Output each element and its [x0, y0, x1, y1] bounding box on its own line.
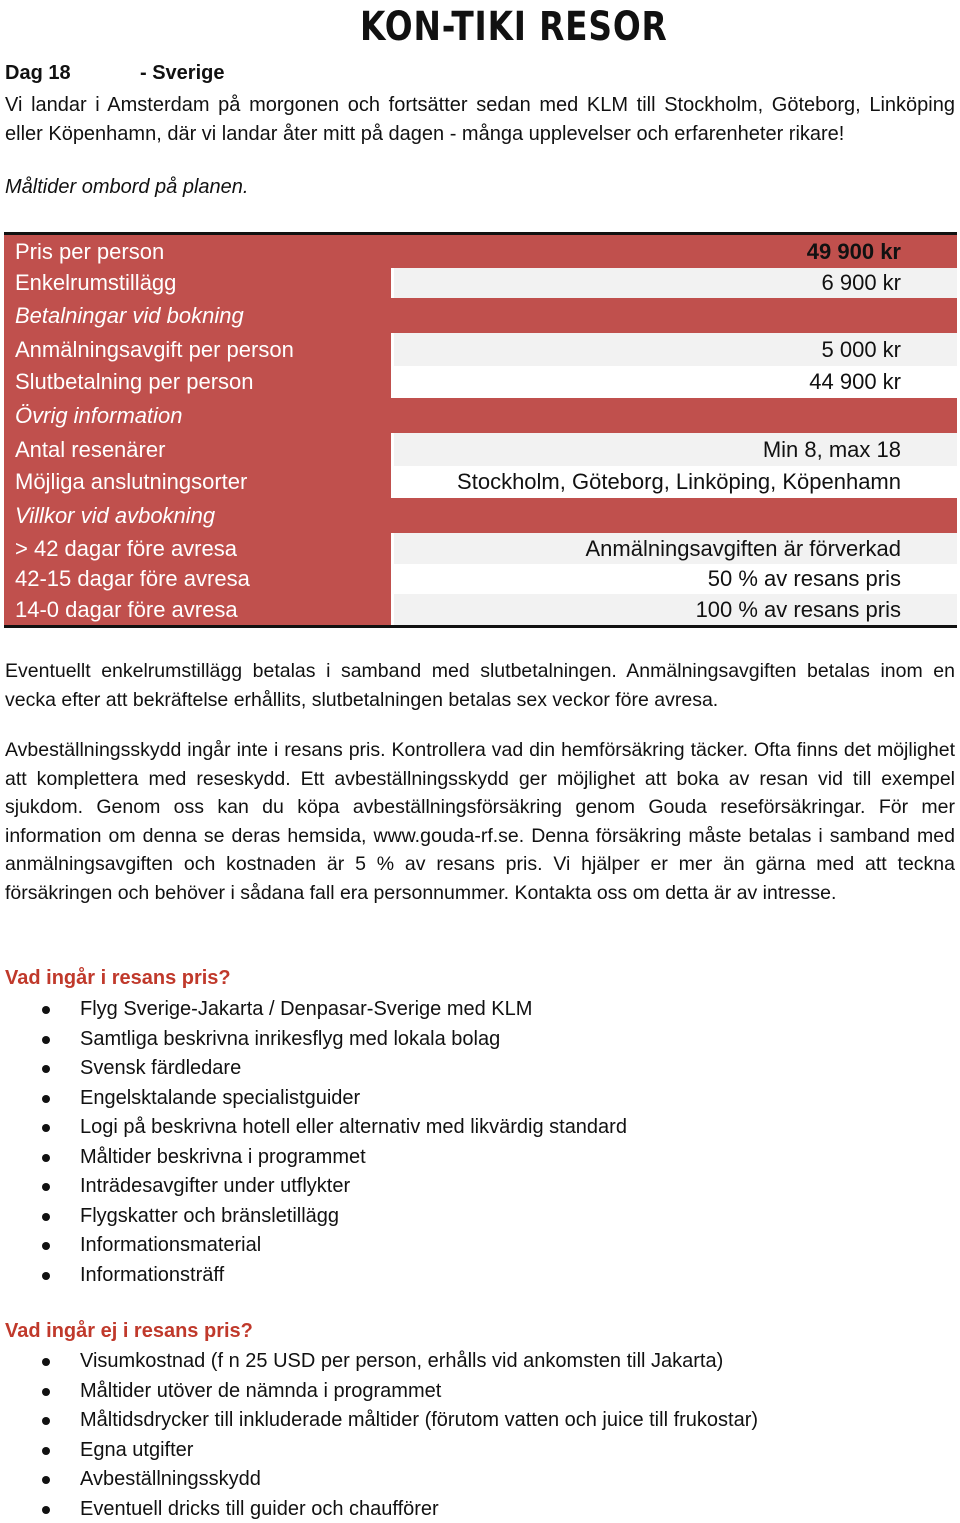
list-item — [0, 1495, 900, 1523]
bullet-icon — [42, 1506, 50, 1514]
list-item-text: Visumkostnad (f n 25 USD per person, erhålls vid ankomsten till Jakarta) — [80, 1350, 724, 1372]
bullet-icon — [42, 1006, 50, 1014]
list-item-text: Samtliga beskrivna inrikesflyg med lokala bolag — [80, 1027, 501, 1050]
table-row — [4, 366, 957, 398]
bullet-icon — [42, 1417, 50, 1425]
list-item — [0, 1054, 900, 1084]
row-value: 50 % av resans pris — [391, 564, 957, 594]
bullet-icon — [42, 1095, 50, 1103]
price-table — [4, 232, 957, 628]
section-label: Övrig information — [4, 398, 391, 433]
row-value: Min 8, max 18 — [391, 433, 957, 466]
list-item — [0, 1406, 900, 1436]
bullet-icon — [42, 1476, 50, 1484]
table-section-row — [4, 298, 957, 333]
day-heading — [5, 62, 225, 85]
section-label: Villkor vid avbokning — [4, 498, 391, 533]
table-row — [4, 433, 957, 466]
list-item — [0, 1113, 900, 1143]
list-item-text: Måltider beskrivna i programmet — [80, 1145, 366, 1168]
list-item-text: Måltider utöver de nämnda i programmet — [80, 1379, 442, 1402]
row-value: 6 900 kr — [391, 268, 957, 298]
list-item — [0, 995, 900, 1025]
table-row — [4, 564, 957, 594]
row-label: 14-0 dagar före avresa — [4, 594, 391, 625]
table-row — [4, 268, 957, 298]
list-item — [0, 1172, 900, 1202]
row-label: 42-15 dagar före avresa — [4, 564, 391, 594]
list-item — [0, 1143, 900, 1173]
list-item — [0, 1377, 900, 1407]
list-item — [0, 1025, 900, 1055]
list-item — [0, 1231, 900, 1261]
day-description: Vi landar i Amsterdam på morgonen och fortsätter sedan med KLM till Stockholm, Göteborg, Linköping eller Köpenhamn, där vi landar åter mitt på dagen - många upplevelser och erfarenheter rikare! — [5, 94, 955, 145]
bullet-icon — [42, 1272, 50, 1280]
day-title: - Sverige — [140, 62, 225, 84]
table-row — [4, 533, 957, 564]
row-value — [391, 298, 957, 333]
bullet-icon — [42, 1213, 50, 1221]
bullet-icon — [42, 1124, 50, 1132]
excluded-heading: Vad ingår ej i resans pris? — [5, 1320, 253, 1342]
row-label: Anmälningsavgift per person — [4, 333, 391, 366]
list-item-text: Informationsmaterial — [80, 1234, 262, 1256]
table-row — [4, 235, 957, 268]
brand-logo: KON-TIKI RESOR — [360, 4, 668, 50]
bullet-icon — [42, 1447, 50, 1455]
table-section-row — [4, 398, 957, 433]
included-list — [0, 995, 900, 1290]
table-section-row — [4, 498, 957, 533]
list-item-text: Egna utgifter — [80, 1438, 194, 1461]
list-item-text: Svensk färdledare — [80, 1057, 242, 1079]
list-item — [0, 1261, 900, 1291]
list-item — [0, 1202, 900, 1232]
row-value: Anmälningsavgiften är förverkad — [391, 533, 957, 564]
included-heading: Vad ingår i resans pris? — [5, 967, 231, 989]
day-label: Dag 18 — [5, 62, 71, 84]
row-label: Enkelrumstillägg — [4, 268, 391, 298]
list-item-text: Avbeställningsskydd — [80, 1468, 261, 1490]
row-value: Stockholm, Göteborg, Linköping, Köpenhamn — [391, 466, 957, 498]
list-item — [0, 1347, 900, 1377]
list-item-text: Måltidsdrycker till inkluderade måltider (förutom vatten och juice till frukostar) — [80, 1409, 759, 1431]
section-label: Betalningar vid bokning — [4, 298, 391, 333]
list-item-text: Engelsktalande specialistguider — [80, 1086, 361, 1109]
row-value: 44 900 kr — [391, 366, 957, 398]
table-row — [4, 333, 957, 366]
list-item-text: Eventuell dricks till guider och chaufförer — [80, 1497, 439, 1520]
row-label: Antal resenärer — [4, 433, 391, 466]
row-value — [391, 498, 957, 533]
row-label: Pris per person — [4, 235, 391, 268]
row-label: > 42 dagar före avresa — [4, 533, 391, 564]
list-item-text: Flygskatter och bränsletillägg — [80, 1204, 340, 1227]
bullet-icon — [42, 1242, 50, 1250]
bullet-icon — [42, 1065, 50, 1073]
payment-note: Eventuellt enkelrumstillägg betalas i samband med slutbetalningen. Anmälningsavgiften betalas inom en vecka efter att bekräftelse erhållits, slutbetalningen betalas sex veckor före avresa. — [5, 660, 955, 711]
list-item-text: Logi på beskrivna hotell eller alternativ med likvärdig standard — [80, 1116, 627, 1138]
bullet-icon — [42, 1036, 50, 1044]
meals-note: Måltider ombord på planen. — [5, 176, 249, 198]
table-row — [4, 594, 957, 625]
bullet-icon — [42, 1183, 50, 1191]
row-value — [391, 398, 957, 433]
list-item-text: Informationsträff — [80, 1263, 225, 1286]
row-label: Slutbetalning per person — [4, 366, 391, 398]
list-item — [0, 1436, 900, 1466]
bullet-icon — [42, 1388, 50, 1396]
row-value: 100 % av resans pris — [391, 594, 957, 625]
row-label: Möjliga anslutningsorter — [4, 466, 391, 498]
insurance-note: Avbeställningsskydd ingår inte i resans pris. Kontrollera vad din hemförsäkring täcker. Ofta finns det möjlighet att komplettera med reseskydd. Ett avbeställningsskydd ger möjlighet att boka av resan vid till exempel sjukdom. Genom oss kan du köpa avbeställningsförsäkring genom Gouda reseförsäkringar. För mer information om denna se deras hemsida, www.gouda-rf.se. Denna försäkring måste betalas i samband med anmälningsavgiften och kostnaden är 5 % av resans pris. Vi hjälper er mer än gärna med att teckna försäkringen och behöver i sådana fall era personnummer. Kontakta oss om detta är av intresse. — [5, 739, 955, 904]
list-item — [0, 1465, 900, 1495]
list-item — [0, 1084, 900, 1114]
row-value: 49 900 kr — [391, 235, 957, 268]
bullet-icon — [42, 1358, 50, 1366]
excluded-list — [0, 1347, 900, 1523]
row-value: 5 000 kr — [391, 333, 957, 366]
list-item-text: Inträdesavgifter under utflykter — [80, 1175, 351, 1197]
table-bottom-rule — [4, 625, 957, 628]
bullet-icon — [42, 1154, 50, 1162]
list-item-text: Flyg Sverige-Jakarta / Denpasar-Sverige med KLM — [80, 998, 533, 1020]
table-row — [4, 466, 957, 498]
